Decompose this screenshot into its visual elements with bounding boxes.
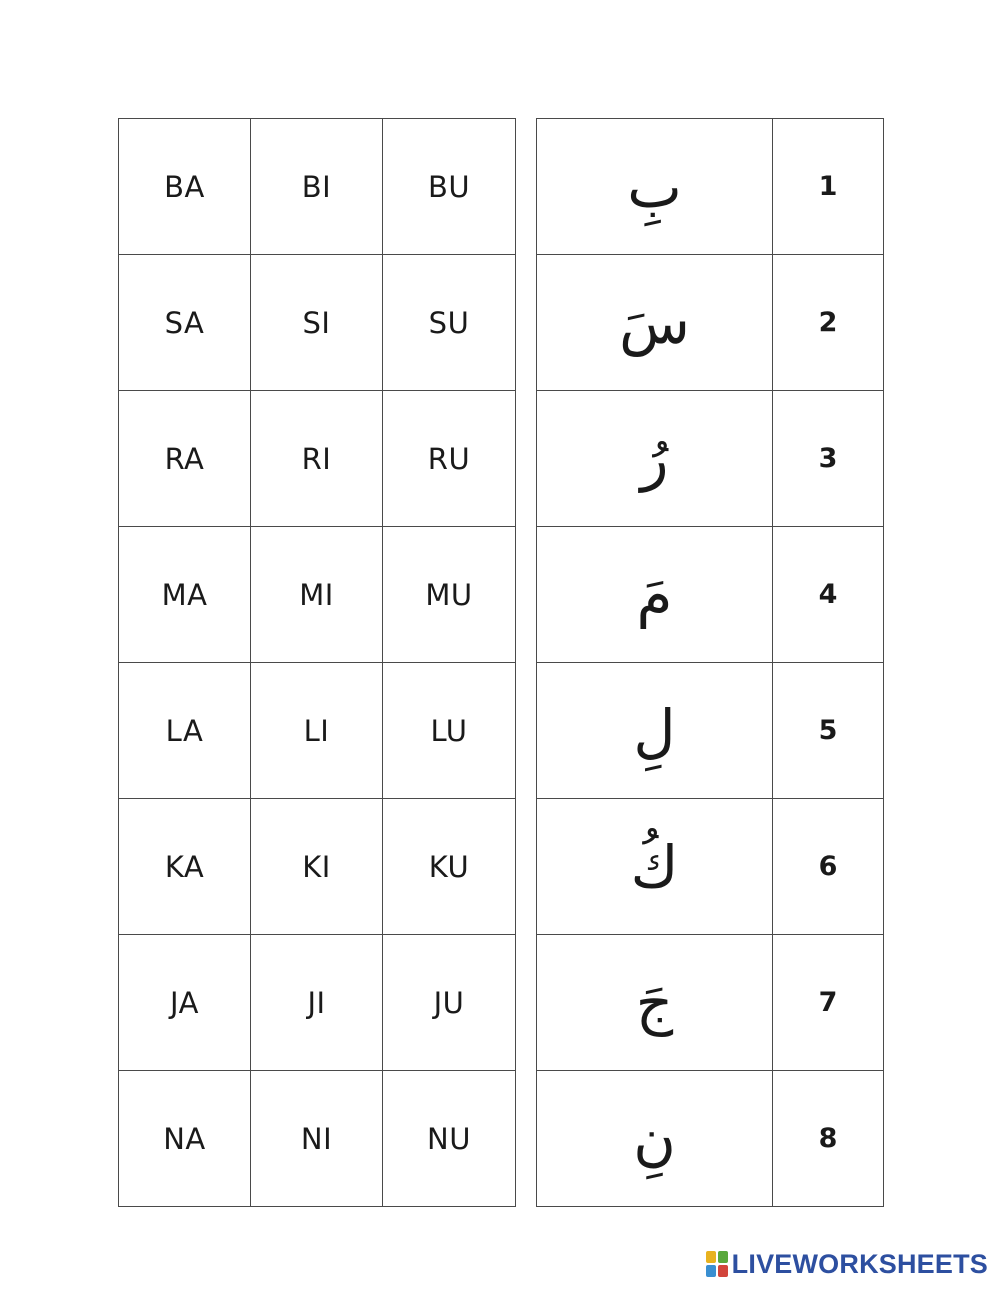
column-gap — [516, 391, 537, 527]
syllable-cell[interactable]: JA — [119, 935, 251, 1071]
syllable-cell[interactable]: NI — [251, 1071, 383, 1207]
table-row — [119, 527, 884, 663]
row-number: 8 — [773, 1071, 884, 1207]
column-gap — [516, 799, 537, 935]
syllable-cell[interactable]: KI — [251, 799, 383, 935]
syllable-cell[interactable]: BU — [383, 119, 516, 255]
row-number: 4 — [773, 527, 884, 663]
row-number: 5 — [773, 663, 884, 799]
syllable-cell[interactable]: JU — [383, 935, 516, 1071]
arabic-letter-cell: رُ — [537, 391, 773, 527]
syllable-cell[interactable]: SU — [383, 255, 516, 391]
column-gap — [516, 527, 537, 663]
syllable-cell[interactable]: MA — [119, 527, 251, 663]
arabic-letter-cell: مَ — [537, 527, 773, 663]
syllable-cell[interactable]: RU — [383, 391, 516, 527]
table-row — [119, 255, 884, 391]
syllable-cell[interactable]: NA — [119, 1071, 251, 1207]
syllable-cell[interactable]: LI — [251, 663, 383, 799]
row-number: 7 — [773, 935, 884, 1071]
column-gap — [516, 255, 537, 391]
syllable-cell[interactable]: LA — [119, 663, 251, 799]
table-row — [119, 119, 884, 255]
syllable-cell[interactable]: MU — [383, 527, 516, 663]
table-row — [119, 663, 884, 799]
arabic-letter-cell: كُ — [537, 799, 773, 935]
table-row — [119, 935, 884, 1071]
syllable-cell[interactable]: JI — [251, 935, 383, 1071]
row-number: 1 — [773, 119, 884, 255]
syllable-cell[interactable]: BA — [119, 119, 251, 255]
column-gap — [516, 119, 537, 255]
arabic-letter-cell: بِ — [537, 119, 773, 255]
arabic-letter-cell: جَ — [537, 935, 773, 1071]
row-number: 3 — [773, 391, 884, 527]
syllable-cell[interactable]: SI — [251, 255, 383, 391]
column-gap — [516, 935, 537, 1071]
column-gap — [516, 1071, 537, 1207]
table-row — [119, 1071, 884, 1207]
liveworksheets-logo-icon — [706, 1251, 728, 1277]
syllable-cell[interactable]: RA — [119, 391, 251, 527]
syllable-cell[interactable]: LU — [383, 663, 516, 799]
syllable-cell[interactable]: SA — [119, 255, 251, 391]
syllable-cell[interactable]: KA — [119, 799, 251, 935]
table-row — [119, 391, 884, 527]
column-gap — [516, 663, 537, 799]
row-number: 6 — [773, 799, 884, 935]
brand-name: LIVEWORKSHEETS — [731, 1248, 988, 1279]
arabic-letter-cell: سَ — [537, 255, 773, 391]
syllable-cell[interactable]: MI — [251, 527, 383, 663]
row-number: 2 — [773, 255, 884, 391]
syllable-cell[interactable]: KU — [383, 799, 516, 935]
arabic-letter-cell: نِ — [537, 1071, 773, 1207]
table-row — [119, 799, 884, 935]
syllable-cell[interactable]: RI — [251, 391, 383, 527]
liveworksheets-branding — [706, 1248, 988, 1280]
arabic-letter-cell: لِ — [537, 663, 773, 799]
worksheet — [118, 118, 883, 1204]
syllable-cell[interactable]: BI — [251, 119, 383, 255]
syllable-cell[interactable]: NU — [383, 1071, 516, 1207]
matching-table — [118, 118, 884, 1207]
